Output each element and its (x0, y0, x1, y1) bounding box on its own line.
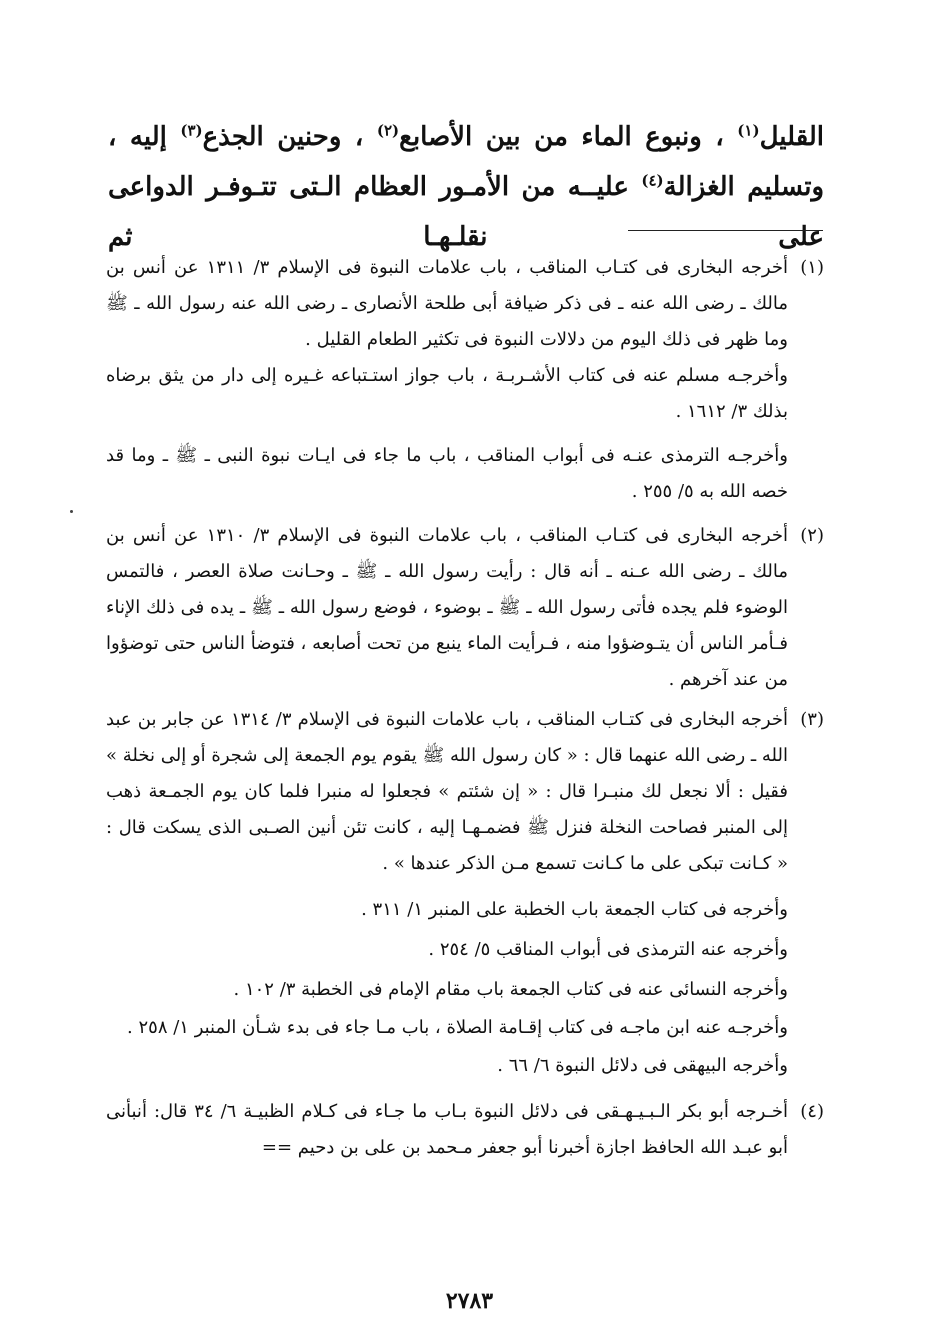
footnote-paragraph: وأخرجه فى كتاب الجمعة باب الخطبة على المنبر ١/ ٣١١ . (361, 899, 788, 920)
footnote-paragraph: وأخرجه النسائى عنه فى كتاب الجمعة باب مقام الإمام فى الخطبة ٣/ ١٠٢ . (233, 979, 788, 1000)
footnote-ref-3[interactable]: (٣) (180, 121, 203, 140)
footnote-paragraph: وأخرجـه عنه ابن ماجـه فى كتاب إقـامة الصلاة ، باب مـا جاء فى بدء شـأن المنبر ١/ ٢٥٨ . (127, 1017, 788, 1038)
footnote-ref-2[interactable]: (٢) (376, 121, 400, 140)
footnote-3 (106, 702, 824, 1086)
margin-dot (70, 510, 73, 513)
main-text-part-4: إليه ، وتسليم الغزالة (108, 122, 824, 202)
footnote-1 (106, 250, 824, 510)
footnote-paragraph: أخرجه البخارى فى كتـاب المناقب ، باب علامات النبوة فى الإسلام ٣/ ١٣١٠ عن أنس بن مالك ـ رضى الله عـنه ـ أنه قال : رأيت رسول الله ـ ﷺ ـ وحـانت صلاة العصر ، فالتمس الوضوء فلم يجده فأتى رسول الله ـ ﷺ ـ بوضوء ، فوضع رسول الله ـ ﷺ ـ يده فى ذلك الإناء فـأمر الناس أن يتـوضؤوا منه ، فـرأيت الماء ينبع من تحت أصابعه ، فتوضأ الناس حتى توضؤوا من عند آخرهم . (106, 525, 788, 690)
footnote-ref-1[interactable]: (١) (737, 121, 760, 140)
footnote-separator (628, 230, 823, 231)
footnote-number: (٣) (800, 709, 824, 730)
footnote-paragraph: وأخرجـه مسلم عنه فى كتاب الأشـربـة ، باب جواز استـتباعه غـيره إلى دار من يثق برضاه بذلك ٣/ ١٦١٢ . (106, 365, 788, 422)
footnote-4 (106, 1094, 824, 1166)
main-text-part-2: ، ونبوع الماء من بين الأصابع (399, 122, 738, 152)
main-text-part-5: عليــه من الأمـور العظام الـتى تتـوفـر الدواعى على نقلـهـا ثم (108, 172, 824, 252)
footnote-2 (106, 518, 824, 698)
footnote-paragraph: وأخرجـه الترمذى عنـه فى أبواب المناقب ، باب ما جاء فى ايـات نبوة النبى ـ ﷺ ـ وما قد خصه الله به ٥/ ٢٥٥ . (106, 445, 788, 502)
main-text-part-3: ، وحنين الجذع (202, 122, 377, 152)
footnote-paragraph: أخرجه البخارى فى كتـاب المناقب ، باب علامات النبوة فى الإسلام ٣/ ١٣١٤ عن جابر بن عبد الله ـ رضى الله عنهما قال : « كان رسول الله ﷺ يقوم يوم الجمعة إلى شجرة أو إلى نخلة » فقيل : ألا نجعل لك منبـرا قال : « إن شئتم » فجعلوا له منبرا فلما كان يوم الجمـعة ذهب إلى المنبر فصاحت النخلة فنزل ﷺ فضمـهـا إليه ، كانت تئن أنين الصـبى الذى يسكت قال : « كـانت تبكى على ما كـانت تسمع مـن الذكر عندها » . (106, 709, 788, 874)
footnotes-section (106, 250, 824, 1166)
footnote-paragraph: أخرجه البخارى فى كتـاب المناقب ، باب علامات النبوة فى الإسلام ٣/ ١٣١١ عن أنس بن مالك ـ رضى الله عنه ـ فى ذكر ضيافة أبى طلحة الأنصارى ـ رضى الله عنه رسول الله ـ ﷺ وما ظهر فى ذلك اليوم من دلالات النبوة فى تكثير الطعام القليل . (106, 257, 788, 350)
page-number: ٢٧٨٣ (445, 1288, 494, 1314)
footnote-number: (٤) (800, 1101, 824, 1122)
main-text (108, 112, 824, 262)
main-text-part-1: القليل (759, 122, 825, 152)
footnote-number: (٢) (800, 525, 824, 546)
footnote-ref-4[interactable]: (٤) (641, 171, 664, 190)
footnote-paragraph: وأخرجه البيهقى فى دلائل النبوة ٦/ ٦٦ . (497, 1055, 788, 1076)
footnote-number: (١) (800, 257, 824, 278)
footnote-paragraph: وأخرجه عنه الترمذى فى أبواب المناقب ٥/ ٢٥٤ . (428, 939, 788, 960)
footnote-paragraph: أخـرجه أبو بكر الـبـيـهـقى فى دلائل النبوة بـاب ما جـاء فى كـلام الظبيـة ٦/ ٣٤ قال: أنبأنى أبو عبـد الله الحافظ اجازة أخبرنا أبو جعفر مـحمد بن على بن دحيم == (106, 1101, 788, 1158)
